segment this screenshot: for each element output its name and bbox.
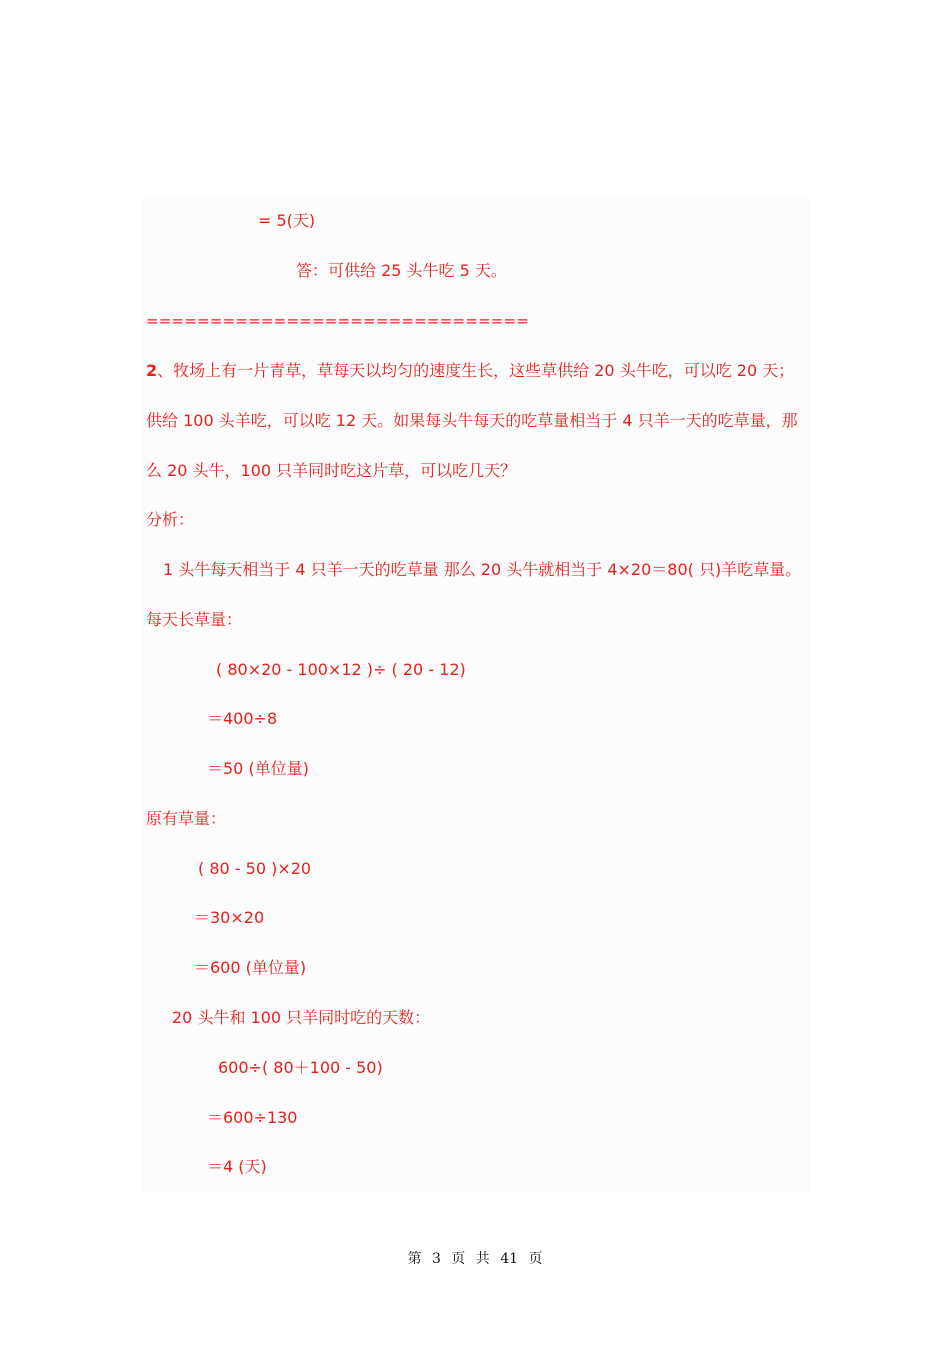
days-step-3: ＝4 (天)	[207, 1157, 267, 1176]
days-step-1: 600÷( 80＋100 - 50)	[218, 1058, 383, 1077]
problem-number: 2	[146, 361, 158, 380]
problem-line-1	[146, 360, 794, 382]
problem-line-3: 么 20 头牛，100 只羊同时吃这片草，可以吃几天？	[146, 461, 517, 480]
separator-line: ==============================	[146, 312, 530, 330]
problem-text-1: 牧场上有一片青草，草每天以均匀的速度生长，这些草供给 20 头牛吃，可以吃 20 天；	[173, 361, 795, 380]
result-days-line: = 5(天)	[258, 211, 316, 230]
original-step-1: ( 80 - 50 )×20	[198, 859, 312, 878]
original-step-2: ＝30×20	[194, 908, 265, 927]
growth-heading: 每天长草量：	[146, 610, 243, 629]
problem-line-2: 供给 100 头羊吃，可以吃 12 天。如果每头牛每天的吃草量相当于 4 只羊一天的吃草量，那	[146, 411, 798, 430]
analysis-heading: 分析：	[146, 510, 195, 529]
content-background	[142, 196, 810, 1192]
analysis-intro: 1 头牛每天相当于 4 只羊一天的吃草量 那么 20 头牛就相当于 4×20＝80( 只)羊吃草量。	[163, 560, 802, 579]
days-heading: 20 头牛和 100 只羊同时吃的天数：	[172, 1008, 431, 1027]
growth-step-2: ＝400÷8	[207, 709, 278, 728]
growth-step-1: ( 80×20 - 100×12 )÷ ( 20 - 12)	[216, 660, 466, 679]
problem-number-mark: 、	[157, 361, 174, 380]
original-heading: 原有草量：	[146, 809, 227, 828]
page-footer: 第 3 页 共 41 页	[407, 1251, 543, 1267]
answer-line: 答：可供给 25 头牛吃 5 天。	[296, 261, 507, 280]
days-step-2: ＝600÷130	[207, 1108, 298, 1127]
growth-step-3: ＝50 (单位量)	[207, 759, 309, 778]
original-step-3: ＝600 (单位量)	[194, 958, 307, 977]
